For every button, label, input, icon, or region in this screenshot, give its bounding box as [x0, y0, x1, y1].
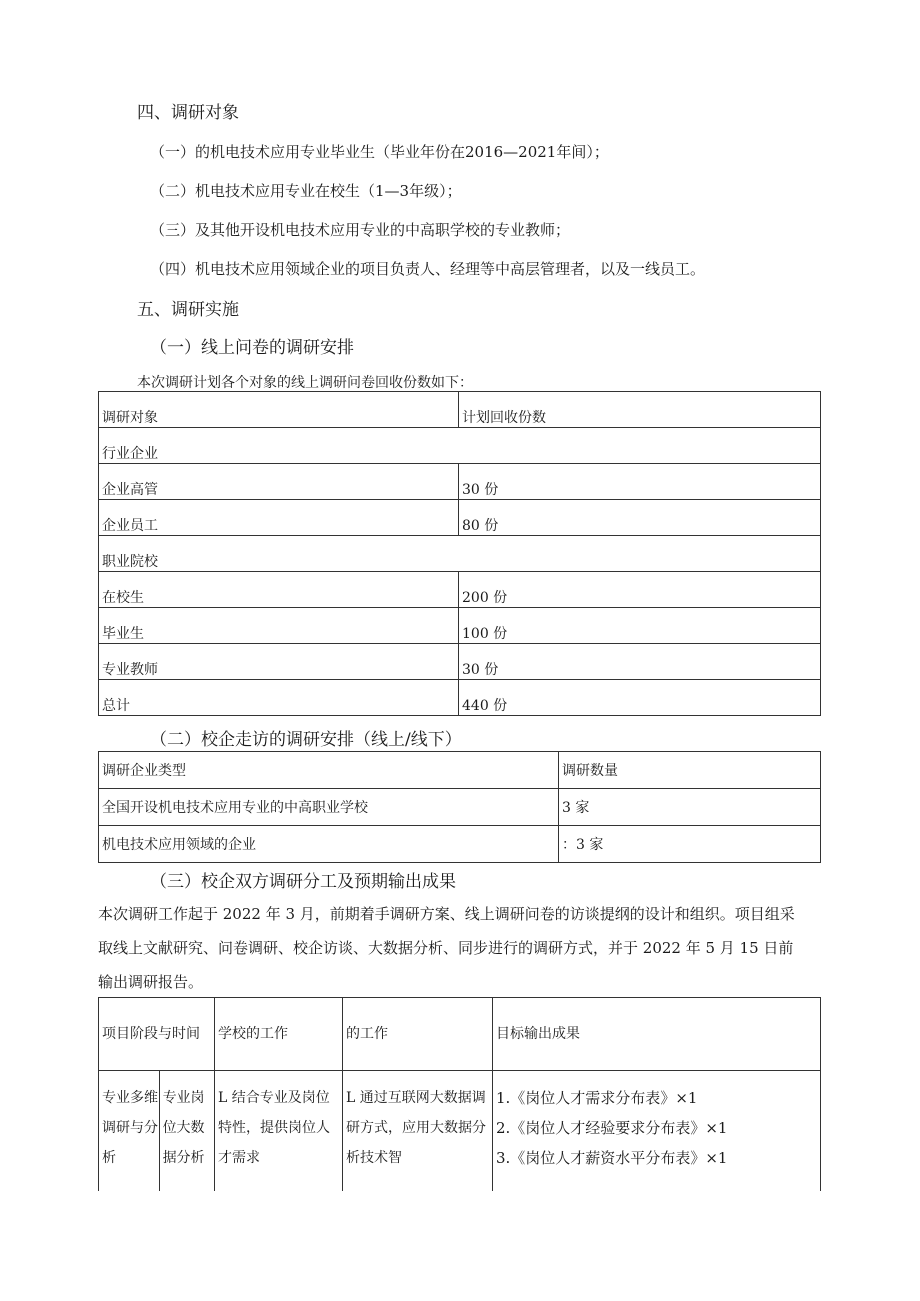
group-industry: 行业企业	[99, 428, 821, 464]
output-item-2: 2.《岗位人才经验要求分布表》×1	[496, 1119, 728, 1137]
section-4-item-2: （二）机电技术应用专业在校生（1—3年级）；	[150, 182, 462, 200]
table-row	[99, 500, 821, 536]
header-count: 计划回收份数	[459, 392, 821, 428]
row-count: 80 份	[459, 500, 821, 536]
row-count: 30 份	[459, 644, 821, 680]
header-type: 调研企业类型	[99, 752, 559, 789]
section-4-item-4: （四）机电技术应用领域企业的项目负责人、经理等中高层管理者，以及一线员工。	[150, 260, 706, 278]
paragraph-line-3: 输出调研报告。	[98, 973, 204, 991]
subsection-1-intro: 本次调研计划各个对象的线上调研问卷回收份数如下：	[137, 375, 473, 391]
header-school: 学校的工作	[215, 998, 343, 1071]
table-row	[99, 644, 821, 680]
row-count: 440 份	[459, 680, 821, 716]
table-header-row	[99, 392, 821, 428]
table-header-row	[99, 752, 821, 789]
section-4-item-1: （一）的机电技术应用专业毕业生（毕业年份在2016—2021年间）；	[150, 143, 609, 161]
header-target: 调研对象	[99, 392, 459, 428]
output-item-3: 3.《岗位人才薪资水平分布表》×1	[496, 1149, 728, 1167]
section-4-item-3: （三）及其他开设机电技术应用专业的中高职学校的专业教师；	[150, 221, 571, 239]
output-cell	[493, 1071, 821, 1192]
visit-table	[98, 751, 821, 863]
stage-2-cell: 专业岗位大数据分析	[159, 1071, 214, 1192]
group-row	[99, 536, 821, 572]
table-row	[99, 826, 821, 863]
table-row	[99, 680, 821, 716]
row-count: ：3 家	[559, 826, 821, 863]
row-target: 企业员工	[99, 500, 459, 536]
row-target: 总计	[99, 680, 459, 716]
table-header-row	[99, 998, 821, 1071]
row-type: 机电技术应用领域的企业	[99, 826, 559, 863]
header-count: 调研数量	[559, 752, 821, 789]
subsection-3-title: （三）校企双方调研分工及预期输出成果	[150, 872, 456, 892]
row-target: 在校生	[99, 572, 459, 608]
table-row	[99, 464, 821, 500]
subsection-1-title: （一）线上问卷的调研安排	[150, 338, 354, 358]
row-count: 3 家	[559, 789, 821, 826]
paragraph-line-2: 取线上文献研究、问卷调研、校企访谈、大数据分析、同步进行的调研方式，并于 2022 年 5 月 15 日前	[98, 939, 794, 957]
group-schools: 职业院校	[99, 536, 821, 572]
header-output: 目标输出成果	[493, 998, 821, 1071]
section-4-title: 四、调研对象	[137, 103, 239, 123]
division-table	[98, 997, 821, 1191]
table-row	[99, 572, 821, 608]
output-item-1: 1.《岗位人才需求分布表》×1	[496, 1089, 698, 1107]
header-company: 的工作	[343, 998, 493, 1071]
section-5-title: 五、调研实施	[137, 300, 239, 320]
row-count: 100 份	[459, 608, 821, 644]
row-type: 全国开设机电技术应用专业的中高职业学校	[99, 789, 559, 826]
school-work-cell: L 结合专业及岗位特性，提供岗位人才需求	[215, 1071, 343, 1192]
row-count: 200 份	[459, 572, 821, 608]
survey-count-table	[98, 391, 821, 716]
subsection-2-title: （二）校企走访的调研安排（线上/线下）	[150, 730, 462, 750]
row-target: 专业教师	[99, 644, 459, 680]
row-target: 毕业生	[99, 608, 459, 644]
table-row	[99, 1071, 821, 1192]
paragraph-line-1: 本次调研工作起于 2022 年 3 月，前期着手调研方案、线上调研问卷的访谈提纲的设计和组织。项目组采	[98, 905, 795, 923]
group-row	[99, 428, 821, 464]
stage-1-cell: 专业多维调研与分析	[99, 1071, 160, 1192]
company-work-cell: L 通过互联网大数据调研方式，应用大数据分析技术智	[343, 1071, 493, 1192]
table-row	[99, 789, 821, 826]
header-stage: 项目阶段与时间	[99, 998, 215, 1071]
row-target: 企业高管	[99, 464, 459, 500]
table-row	[99, 608, 821, 644]
row-count: 30 份	[459, 464, 821, 500]
